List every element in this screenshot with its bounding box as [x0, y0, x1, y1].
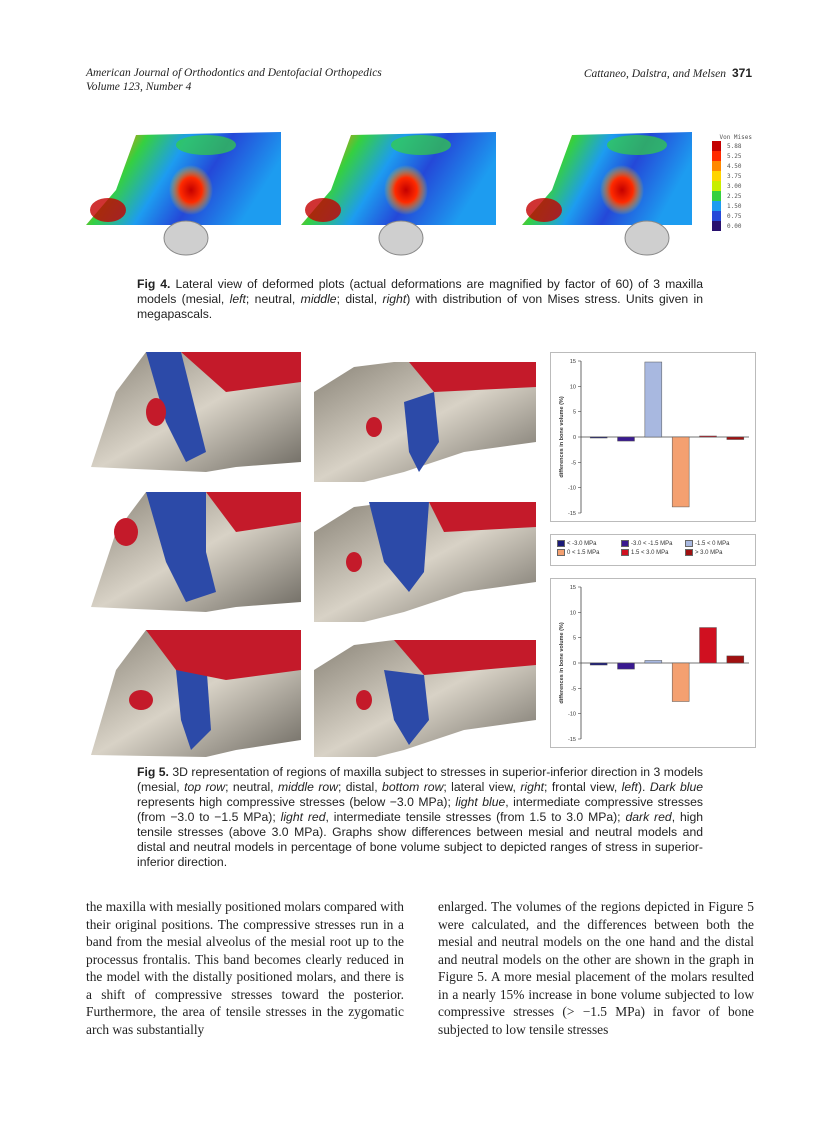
- fig4-plot-mesial: [86, 132, 281, 255]
- legend-item: [557, 549, 621, 556]
- y-axis-label: differences in bone volume (%): [559, 622, 565, 704]
- scale-swatch: [712, 141, 721, 151]
- bar: [590, 437, 607, 438]
- legend-label: -3.0 < -1.5 MPa: [631, 540, 673, 547]
- bar: [672, 437, 689, 507]
- bar: [618, 437, 635, 441]
- scale-swatch: [712, 171, 721, 181]
- journal-title: American Journal of Orthodontics and Dentofacial Orthopedics: [86, 67, 382, 79]
- bar: [700, 628, 717, 663]
- body-column-right: enlarged. The volumes of the regions depicted in Figure 5 were calculated, and the differences between both the mesial and neutral models on the one hand and the distal and neutral models on the other are shown in the graph in Figure 5. A more mesial placement of the molars resulted in a nearly 15% increase in bone volume subjected to low compressive stresses (> −1.5 MPa) in favor of bone subjected to low tensile stresses: [438, 899, 754, 1037]
- y-tick-label: 0: [572, 435, 576, 441]
- scale-swatch: [712, 151, 721, 161]
- scale-swatch: [712, 211, 721, 221]
- legend-swatch: [621, 549, 629, 556]
- scale-value: 3.00: [727, 182, 742, 190]
- legend-swatch: [685, 549, 693, 556]
- panel-neutral-frontal: [91, 492, 301, 612]
- von-mises-scale: [712, 134, 752, 231]
- authors: Cattaneo, Dalstra, and Melsen: [583, 68, 726, 80]
- legend-item: [685, 549, 749, 556]
- fig5-chart-distal-neutral: [550, 578, 756, 748]
- scale-row: [712, 211, 752, 221]
- body-column-left: the maxilla with mesially positioned molars compared with their original positions. The compressive stresses run in a band from the mesial alveolus of the mesial root up to the processus frontalis. This band becomes clearly reduced in the model with the distally positioned molars, and there is a shift of compressive stresses toward the posterior. Furthermore, the area of tensile stresses in the zygomatic arch was substantially: [86, 899, 404, 1037]
- y-axis-label: differences in bone volume (%): [559, 396, 565, 478]
- fig5-legend: [550, 534, 756, 566]
- legend-item: [621, 549, 685, 556]
- legend-label: < -3.0 MPa: [567, 540, 597, 547]
- legend-swatch: [685, 540, 693, 547]
- scale-row: [712, 151, 752, 161]
- bar: [700, 436, 717, 437]
- scale-value: 4.50: [727, 162, 742, 170]
- fig4-label: Fig 4.: [137, 277, 171, 291]
- legend-item: [621, 540, 685, 547]
- legend-item: [557, 540, 621, 547]
- fig5-maxilla-renderings: [86, 352, 536, 757]
- fig5-3d-panels: [86, 352, 536, 757]
- legend-label: -1.5 < 0 MPa: [695, 540, 730, 547]
- panel-neutral-lateral: [314, 502, 536, 622]
- y-tick-label: 10: [569, 610, 576, 617]
- scale-value: 0.75: [727, 212, 742, 220]
- bar: [727, 437, 744, 440]
- scale-value: 5.88: [727, 142, 742, 150]
- scale-value: 1.50: [727, 202, 742, 210]
- panel-distal-lateral: [314, 640, 536, 757]
- journal-volume: Volume 123, Number 4: [86, 81, 192, 93]
- y-tick-label: -10: [568, 485, 576, 492]
- legend-swatch: [557, 540, 565, 547]
- scale-row: [712, 171, 752, 181]
- scale-row: [712, 181, 752, 191]
- legend-swatch: [557, 549, 565, 556]
- y-tick-label: 5: [572, 409, 576, 416]
- y-tick-label: -15: [568, 737, 576, 743]
- scale-swatch: [712, 161, 721, 171]
- y-tick-label: 15: [569, 585, 576, 591]
- fig5-label: Fig 5.: [137, 765, 169, 779]
- scale-row: [712, 191, 752, 201]
- running-header-right: [584, 66, 752, 81]
- bar: [727, 656, 744, 663]
- running-header-left: [86, 66, 382, 94]
- scale-title: Von Mises: [719, 134, 752, 141]
- scale-row: [712, 201, 752, 211]
- panel-mesial-lateral: [314, 362, 536, 482]
- legend-label: 1.5 < 3.0 MPa: [631, 549, 669, 556]
- fig5-chart-mesial-neutral: [550, 352, 756, 522]
- panel-mesial-frontal: [91, 352, 301, 472]
- bar: [590, 663, 607, 665]
- page-number: 371: [731, 66, 752, 80]
- fig5-caption: Fig 5. 3D representation of regions of maxilla subject to stresses in superior-inferior direction in 3 models (mesial, top row; neutral, middle row; distal, bottom row; lateral view, right; frontal view, left). Dark blue represents high compressive stresses (below −3.0 MPa); light blue, intermediate compressive stresses (from −3.0 to −1.5 MPa); light red, intermediate tensile stresses (from 1.5 to 3.0 MPa); dark red, high tensile stresses (above 3.0 MPa). Graphs show differences between mesial and neutral models and distal and neutral models in percentage of bone volume subject to depicted ranges of stress in superior-inferior direction.: [137, 765, 704, 869]
- y-tick-label: 5: [572, 635, 576, 642]
- scale-row: [712, 161, 752, 171]
- fig4-caption: Fig 4. Lateral view of deformed plots (actual deformations are magnified by factor of 60) of 3 maxilla models (mesial, left; neutral, middle; distal, right) with distribution of von Mises stress. Units given in megapascals.: [137, 277, 704, 321]
- bar: [672, 663, 689, 702]
- scale-swatch: [712, 181, 721, 191]
- bar: [645, 362, 662, 437]
- y-tick-label: 10: [569, 384, 576, 391]
- fig4-maxilla-plots: [86, 130, 696, 260]
- scale-value: 2.25: [727, 192, 742, 200]
- scale-swatch: [712, 221, 721, 231]
- scale-value: 3.75: [727, 172, 742, 180]
- panel-distal-frontal: [91, 630, 301, 757]
- y-tick-label: -5: [571, 686, 576, 693]
- legend-label: 0 < 1.5 MPa: [567, 549, 600, 556]
- bar: [645, 660, 662, 663]
- bar-chart-2: [551, 579, 755, 747]
- legend-swatch: [621, 540, 629, 547]
- fig4-plot-distal: [522, 132, 692, 255]
- bar-chart-1: [551, 353, 755, 521]
- scale-swatch: [712, 201, 721, 211]
- bar: [618, 663, 635, 669]
- y-tick-label: 15: [569, 359, 576, 365]
- scale-swatch: [712, 191, 721, 201]
- scale-row: [712, 221, 752, 231]
- scale-value: 0.00: [727, 222, 742, 230]
- y-tick-label: 0: [572, 661, 576, 667]
- fig4-images: [86, 130, 696, 260]
- y-tick-label: -10: [568, 711, 576, 718]
- legend-label: > 3.0 MPa: [695, 549, 723, 556]
- legend-item: [685, 540, 749, 547]
- scale-row: [712, 141, 752, 151]
- y-tick-label: -15: [568, 511, 576, 517]
- y-tick-label: -5: [571, 460, 576, 467]
- fig4-plot-neutral: [301, 132, 496, 255]
- scale-value: 5.25: [727, 152, 742, 160]
